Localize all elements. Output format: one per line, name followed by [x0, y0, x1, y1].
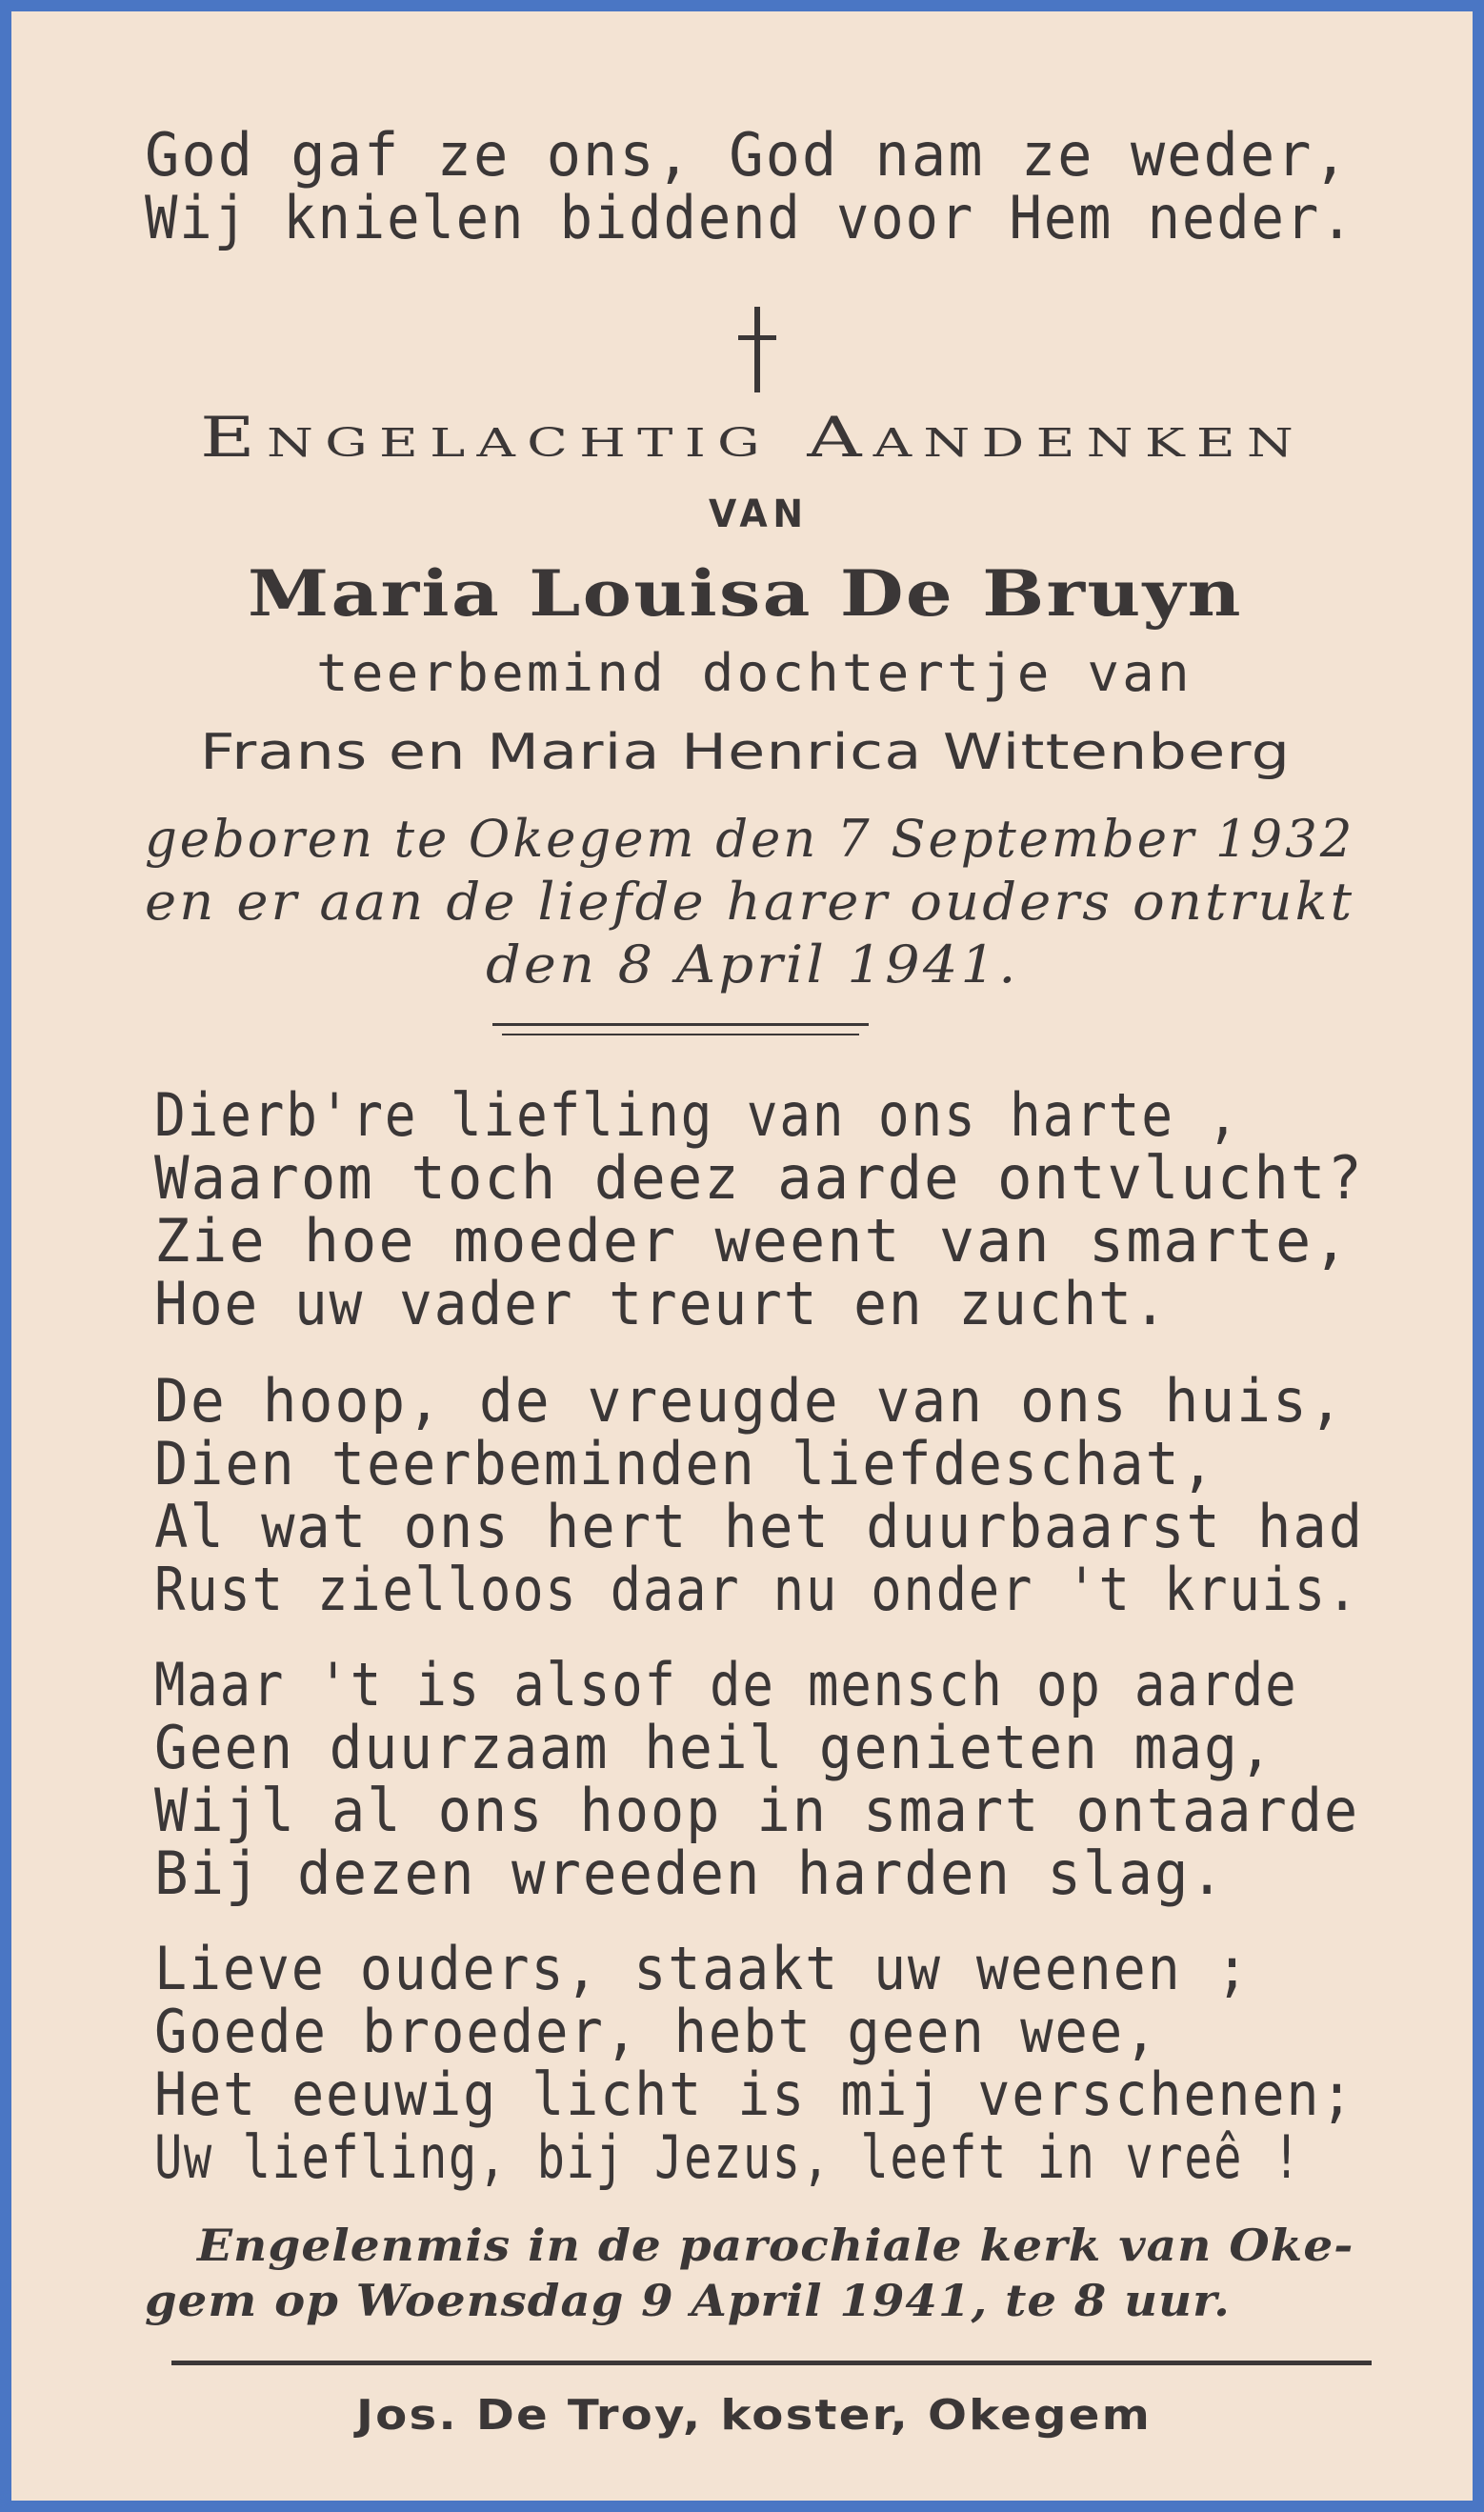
printer-credit: Jos. De Troy, koster, Okegem	[356, 2391, 1153, 2440]
poem-line: Rust zielloos daar nu onder 't kruis.	[154, 1555, 1360, 1624]
poem-line: Uw liefling, bij Jezus, leeft in vreê !	[154, 2122, 1302, 2192]
poem-line: De hoop, de vreugde van ons huis,	[154, 1366, 1345, 1436]
birth-date-line: geboren te Okegem den 7 September 1932	[145, 809, 1355, 869]
poem-line: Bij dezen wreeden harden slag.	[154, 1839, 1226, 1908]
mass-notice-line: gem op Woensdag 9 April 1941, te 8 uur.	[145, 2275, 1231, 2326]
latin-cross-icon	[738, 307, 776, 392]
poem-line: Waarom toch deez aarde ontvlucht?	[154, 1143, 1364, 1213]
double-rule-divider	[492, 1023, 869, 1026]
bottom-rule-divider	[171, 2361, 1372, 2365]
parents-names: Frans en Maria Henrica Wittenberg	[200, 724, 1292, 781]
deceased-name: Maria Louisa De Bruyn	[248, 556, 1243, 631]
poem-line: Dien teerbeminden liefdeschat,	[154, 1429, 1216, 1498]
death-date-line: den 8 April 1941.	[486, 934, 1019, 995]
van-label: VAN	[709, 492, 809, 536]
poem-line: Zie hoe moeder weent van smarte,	[154, 1206, 1351, 1276]
poem-line: Het eeuwig licht is mij verschenen;	[154, 2060, 1355, 2129]
poem-line: Hoe uw vader treurt en zucht.	[154, 1269, 1169, 1338]
card-title: Engelachtig Aandenken	[200, 405, 1306, 470]
poem-line: Dierb're liefling van ons harte ,	[154, 1080, 1240, 1150]
opening-verse-line: Wij knielen biddend voor Hem neder.	[145, 183, 1355, 252]
double-rule-divider	[502, 1034, 859, 1035]
mass-notice-line: Engelenmis in de parochiale kerk van Oke-	[197, 2220, 1354, 2271]
opening-verse-line: God gaf ze ons, God nam ze weder,	[145, 120, 1350, 190]
death-date-line: en er aan de liefde harer ouders ontrukt	[145, 872, 1355, 932]
poem-line: Geen duurzaam heil genieten mag,	[154, 1713, 1274, 1782]
poem-line: Lieve ouders, staakt uw weenen ;	[154, 1934, 1251, 2003]
poem-line: Al wat ons hert het duurbaarst had	[154, 1492, 1365, 1561]
poem-line: Maar 't is alsof de mensch op aarde	[154, 1650, 1298, 1719]
poem-line: Wijl al ons hoop in smart ontaarde	[154, 1776, 1360, 1845]
poem-line: Goede broeder, hebt geen wee,	[154, 1997, 1159, 2066]
relation-line: teerbemind dochtertje van	[316, 643, 1193, 703]
